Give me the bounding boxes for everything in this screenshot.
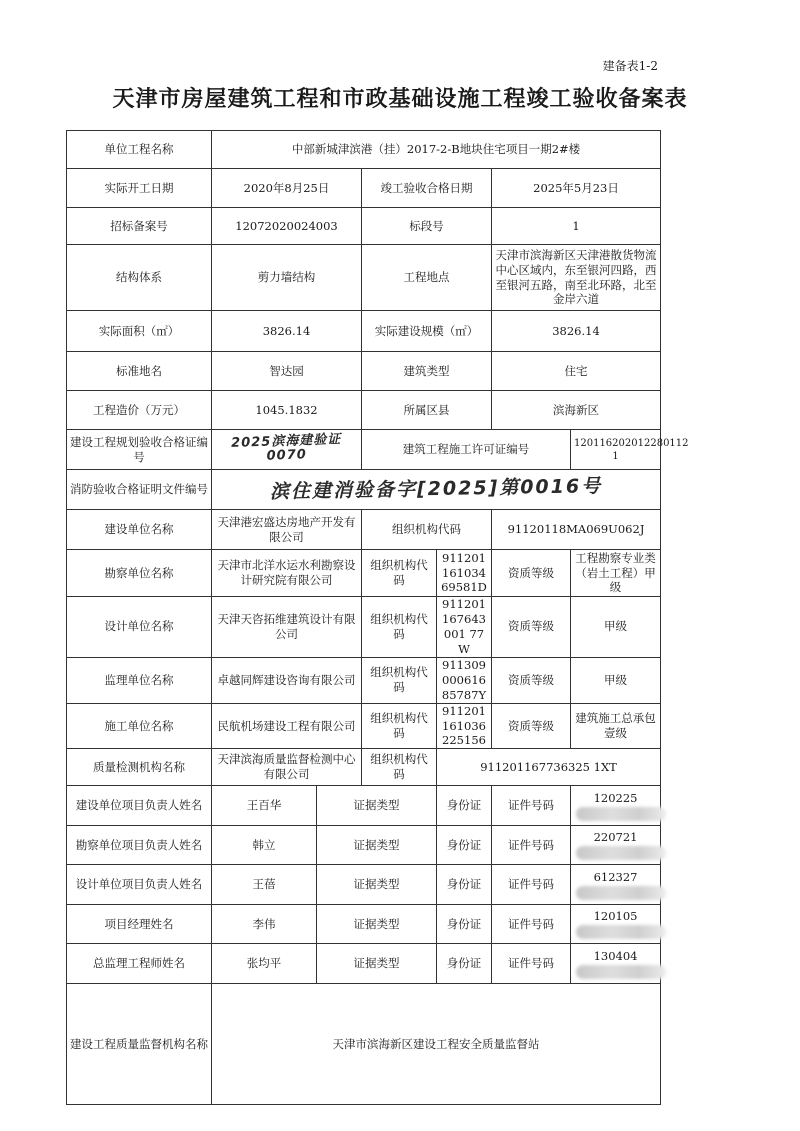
supervision-code-value: 91130900061685787Y: [437, 657, 492, 703]
builder-code-label: 组织机构代码: [362, 510, 492, 550]
row-structure: [67, 245, 661, 311]
row-survey: [67, 550, 661, 597]
permit-label: 建筑工程施工许可证编号: [362, 430, 571, 470]
builder-label: 建设单位名称: [67, 510, 212, 550]
plan-cert-value: [212, 430, 362, 470]
row-area: [67, 311, 661, 352]
row-cost: [67, 391, 661, 430]
person-role-label: 总监理工程师姓名: [67, 944, 212, 984]
survey-qual-label: 资质等级: [492, 550, 571, 597]
location-label: 工程地点: [362, 245, 492, 311]
row-supervision-agency: [67, 984, 661, 1105]
row-landmark: [67, 352, 661, 391]
row-fire: [67, 470, 661, 510]
redaction-blur: [576, 846, 666, 860]
cert-type-label: 证据类型: [317, 944, 437, 984]
cost-value: 1045.1832: [212, 391, 362, 430]
fire-cert-value: [212, 470, 661, 510]
row-design: [67, 597, 661, 658]
district-value: 滨海新区: [492, 391, 661, 430]
id-prefix: 612327: [593, 869, 638, 884]
cert-no-label: 证件号码: [492, 944, 571, 984]
fire-cert-label: 消防验收合格证明文件编号: [67, 470, 212, 510]
row-supervision: [67, 657, 661, 703]
redaction-blur: [576, 807, 666, 821]
area-label: 实际面积（㎡）: [67, 311, 212, 352]
cert-type-label: 证据类型: [317, 826, 437, 865]
bid-label: 招标备案号: [67, 208, 212, 245]
cert-type-value: 身份证: [437, 826, 492, 865]
accept-date-label: 竣工验收合格日期: [362, 169, 492, 208]
supervision-value: 卓越同辉建设咨询有限公司: [212, 657, 362, 703]
start-date-value: 2020年8月25日: [212, 169, 362, 208]
landmark-value: 智达园: [212, 352, 362, 391]
person-row: [67, 786, 661, 826]
person-name: 王蓓: [212, 865, 317, 905]
construction-qual-label: 资质等级: [492, 703, 571, 749]
person-role-label: 勘察单位项目负责人姓名: [67, 826, 212, 865]
scale-value: 3826.14: [492, 311, 661, 352]
construction-qual-value: 建筑施工总承包壹级: [571, 703, 661, 749]
person-row: [67, 905, 661, 944]
supervision-code-label: 组织机构代码: [362, 657, 437, 703]
design-qual-value: 甲级: [571, 597, 661, 658]
survey-code-value: 91120116103469581D: [437, 550, 492, 597]
project-name-label: 单位工程名称: [67, 131, 212, 169]
permit-value: 120116202012280112​1: [571, 430, 661, 470]
cost-label: 工程造价（万元）: [67, 391, 212, 430]
structure-value: 剪力墙结构: [212, 245, 362, 311]
cert-type-value: 身份证: [437, 944, 492, 984]
supervision-agency-value: 天津市滨海新区建设工程安全质量监督站: [212, 984, 661, 1105]
person-role-label: 建设单位项目负责人姓名: [67, 786, 212, 826]
document-title: 天津市房屋建筑工程和市政基础设施工程竣工验收备案表: [112, 87, 688, 112]
design-code-value: 911201167643001 77W: [437, 597, 492, 658]
area-value: 3826.14: [212, 311, 362, 352]
cert-no-value: [571, 944, 661, 984]
cert-type-label: 证据类型: [317, 905, 437, 944]
person-name: 韩立: [212, 826, 317, 865]
supervision-label: 监理单位名称: [67, 657, 212, 703]
person-row: [67, 826, 661, 865]
cert-no-value: [571, 786, 661, 826]
cert-no-label: 证件号码: [492, 786, 571, 826]
construction-code-value: 911201161036225156: [437, 703, 492, 749]
quality-value: 天津滨海质量监督检测中心有限公司: [212, 749, 362, 786]
cert-type-label: 证据类型: [317, 786, 437, 826]
plan-cert-handwriting: 2025滨海建验证 0070: [230, 432, 342, 465]
cert-type-value: 身份证: [437, 786, 492, 826]
filing-form: [66, 130, 689, 1051]
cert-no-label: 证件号码: [492, 826, 571, 865]
builder-value: 天津港宏盛达房地产开发有限公司: [212, 510, 362, 550]
start-date-label: 实际开工日期: [67, 169, 212, 208]
plan-cert-label: 建设工程规划验收合格证编号: [67, 430, 212, 470]
supervision-qual-label: 资质等级: [492, 657, 571, 703]
accept-date-value: 2025年5月23日: [492, 169, 661, 208]
row-bid: [67, 208, 661, 245]
cert-no-value: [571, 865, 661, 905]
row-builder: [67, 510, 661, 550]
supervision-qual-value: 甲级: [571, 657, 661, 703]
person-row: [67, 944, 661, 984]
person-row: [67, 865, 661, 905]
structure-label: 结构体系: [67, 245, 212, 311]
survey-code-label: 组织机构代码: [362, 550, 437, 597]
quality-label: 质量检测机构名称: [67, 749, 212, 786]
design-code-label: 组织机构代码: [362, 597, 437, 658]
location-value: 天津市滨海新区天津港散货物流中心区域内，东至银河四路，西至银河五路，南至北环路，北至金岸六道: [492, 245, 661, 311]
row-construction: [67, 703, 661, 749]
landmark-label: 标准地名: [67, 352, 212, 391]
bid-value: 12072020024003: [212, 208, 362, 245]
id-prefix: 120105: [593, 909, 638, 924]
project-name-value: 中部新城津滨港（挂）2017-2-B地块住宅项目一期2#楼: [212, 131, 661, 169]
cert-type-label: 证据类型: [317, 865, 437, 905]
district-label: 所属区县: [362, 391, 492, 430]
id-prefix: 220721: [593, 830, 638, 845]
cert-no-label: 证件号码: [492, 905, 571, 944]
person-name: 张均平: [212, 944, 317, 984]
construction-value: 民航机场建设工程有限公司: [212, 703, 362, 749]
filing-table: [66, 130, 689, 1105]
redaction-blur: [576, 886, 666, 900]
cert-no-value: [571, 826, 661, 865]
id-prefix: 130404: [593, 948, 638, 963]
quality-code-label: 组织机构代码: [362, 749, 437, 786]
supervision-agency-label: 建设工程质量监督机构名称: [67, 984, 212, 1105]
row-dates: [67, 169, 661, 208]
form-number: 建备表1-2: [602, 59, 658, 73]
id-prefix: 120225: [593, 790, 638, 805]
row-quality: [67, 749, 661, 786]
row-plan-permit: [67, 430, 661, 470]
person-role-label: 项目经理姓名: [67, 905, 212, 944]
survey-label: 勘察单位名称: [67, 550, 212, 597]
person-name: 王百华: [212, 786, 317, 826]
construction-code-label: 组织机构代码: [362, 703, 437, 749]
cert-type-value: 身份证: [437, 865, 492, 905]
cert-no-label: 证件号码: [492, 865, 571, 905]
redaction-blur: [576, 965, 666, 979]
design-qual-label: 资质等级: [492, 597, 571, 658]
person-name: 李伟: [212, 905, 317, 944]
person-role-label: 设计单位项目负责人姓名: [67, 865, 212, 905]
design-value: 天津天咨拓维建筑设计有限公司: [212, 597, 362, 658]
cert-type-value: 身份证: [437, 905, 492, 944]
fire-cert-handwriting: 滨住建消验备字[2025]第0016号: [269, 475, 603, 504]
building-type-label: 建筑类型: [362, 352, 492, 391]
section-value: 1: [492, 208, 661, 245]
quality-code-value: 911201167736325 1XT: [437, 749, 661, 786]
row-project-name: [67, 131, 661, 169]
construction-label: 施工单位名称: [67, 703, 212, 749]
scale-label: 实际建设规模（㎡）: [362, 311, 492, 352]
builder-code-value: 91120118MA069U062J: [492, 510, 661, 550]
redaction-blur: [576, 925, 666, 939]
survey-qual-value: 工程勘察专业类（岩土工程）甲级: [571, 550, 661, 597]
survey-value: 天津市北洋水运水利勘察设计研究院有限公司: [212, 550, 362, 597]
design-label: 设计单位名称: [67, 597, 212, 658]
building-type-value: 住宅: [492, 352, 661, 391]
cert-no-value: [571, 905, 661, 944]
section-label: 标段号: [362, 208, 492, 245]
